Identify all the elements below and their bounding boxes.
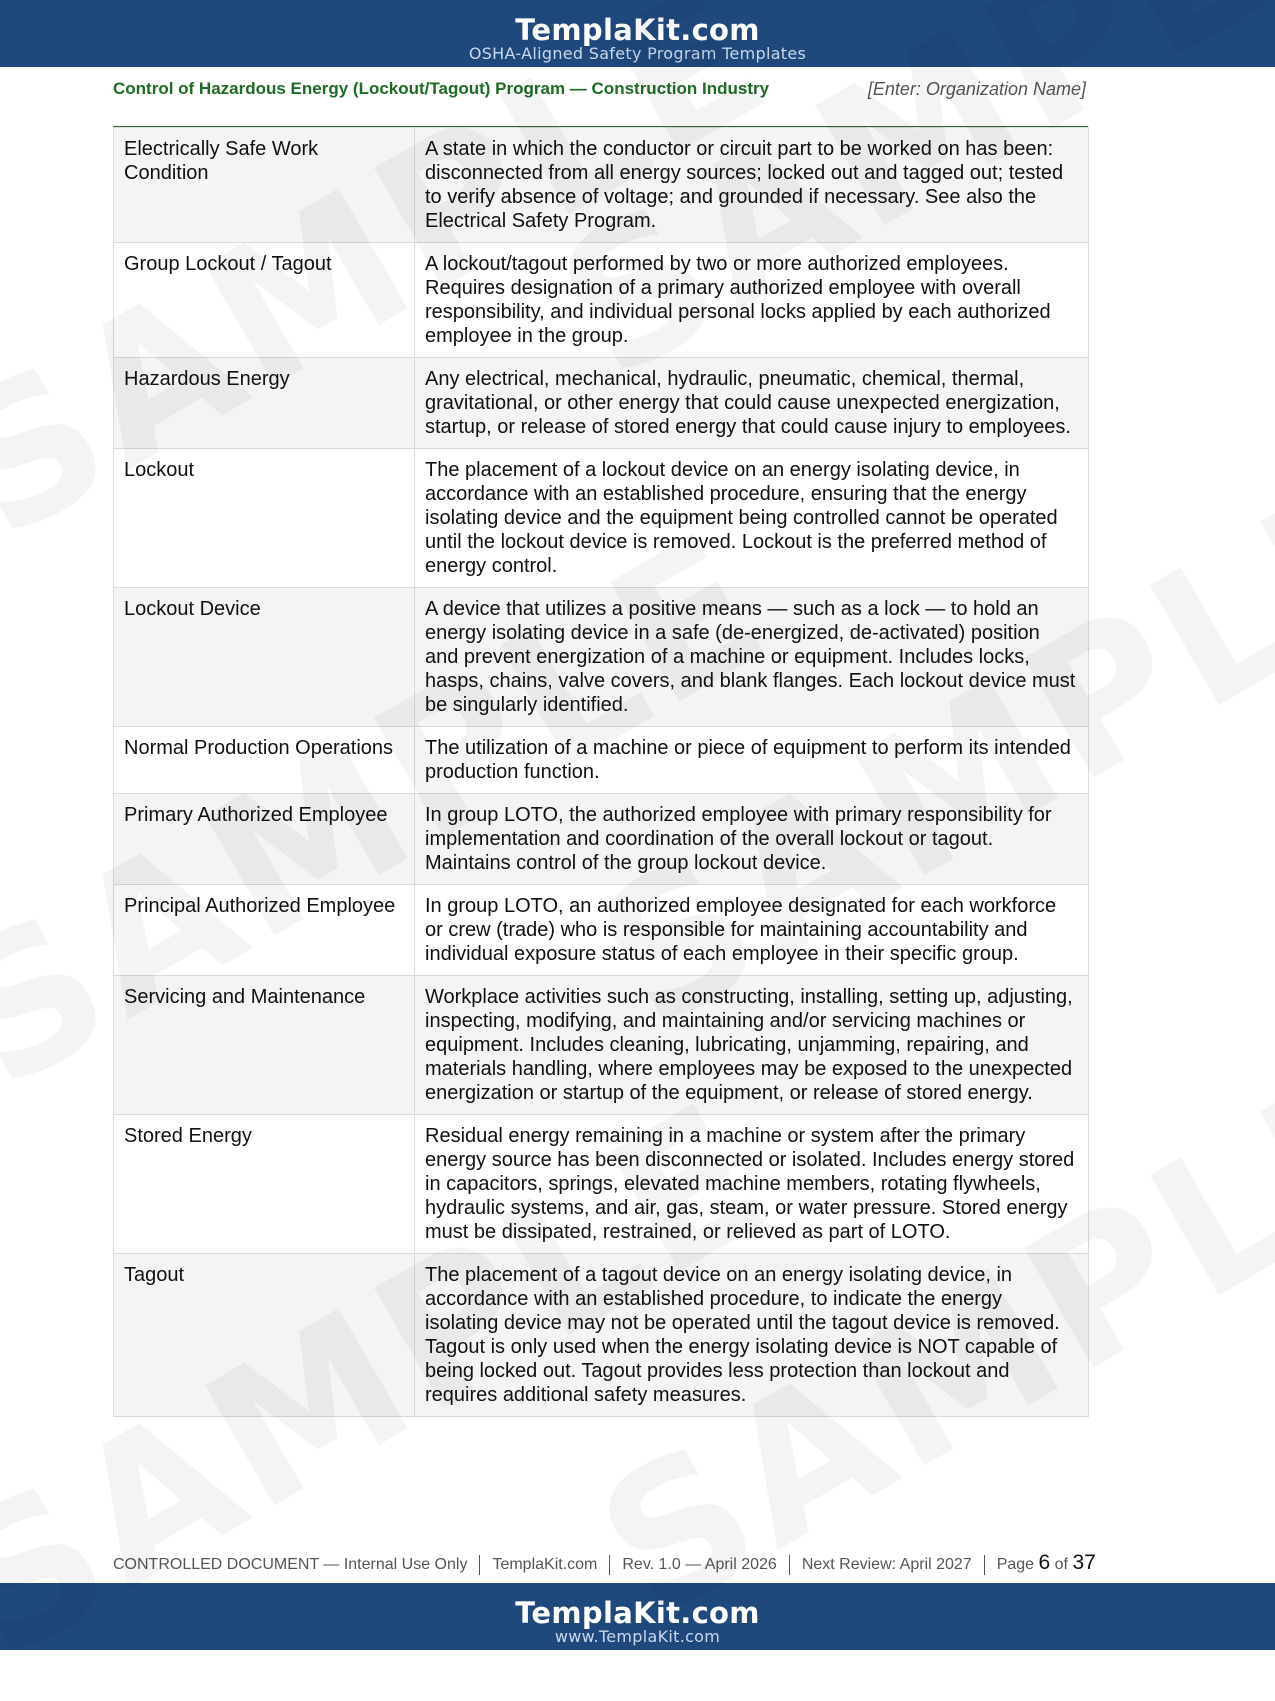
definition-text: The placement of a tagout device on an energy isolating device, in accordance with an established procedure, to indicate the energy isolating device may not be operated until the tagout device is removed. Tagout is only used when the energy isolating device is NOT capable of being locked out. Tagout provides less protection than lockout and requires additional safety measures. [415,1254,1089,1417]
definition-row [114,243,1089,358]
footer-divider [984,1555,985,1575]
definition-term: Tagout [114,1254,415,1417]
bottom-banner [0,1583,1275,1650]
definition-term: Electrically Safe Work Condition [114,128,415,243]
definition-text: The placement of a lockout device on an energy isolating device, in accordance with an established procedure, ensuring that the energy isolating device and the equipment being controlled cannot be operated until the lockout device is removed. Lockout is the preferred method of energy control. [415,449,1089,588]
definition-text: A state in which the conductor or circuit part to be worked on has been: disconnected from all energy sources; locked out and tagged out; tested to verify absence of voltage; and grounded if necessary. See also the Electrical Safety Program. [415,128,1089,243]
definition-term: Principal Authorized Employee [114,885,415,976]
definition-term: Primary Authorized Employee [114,794,415,885]
definitions-table [113,127,1089,1417]
definition-row [114,358,1089,449]
definition-term: Stored Energy [114,1115,415,1254]
brand-tagline: OSHA-Aligned Safety Program Templates [468,44,807,63]
definition-text: In group LOTO, an authorized employee designated for each workforce or crew (trade) who is responsible for maintaining accountability and individual exposure status of each employee in their specific group. [415,885,1089,976]
definition-row [114,128,1089,243]
definition-text: Any electrical, mechanical, hydraulic, pneumatic, chemical, thermal, gravitational, or other energy that could cause unexpected energization, startup, or release of stored energy that could cause injury to employees. [415,358,1089,449]
footer-divider [789,1555,790,1575]
footer-divider [479,1555,480,1575]
definition-row [114,1254,1089,1417]
definition-row [114,976,1089,1115]
brand-name: TemplaKit.com [515,1596,760,1630]
definition-term: Servicing and Maintenance [114,976,415,1115]
controlled-document-notice: CONTROLLED DOCUMENT — Internal Use Only [113,1556,468,1573]
top-banner [0,0,1275,67]
page-label: Page [996,1556,1035,1573]
definition-text: The utilization of a machine or piece of equipment to perform its intended production function. [415,727,1089,794]
definition-term: Group Lockout / Tagout [114,243,415,358]
definition-term: Normal Production Operations [114,727,415,794]
document-header [113,78,1088,127]
definition-row [114,885,1089,976]
definition-term: Hazardous Energy [114,358,415,449]
page-current: 6 [1038,1551,1051,1574]
page-of: of [1054,1556,1068,1573]
definition-text: Residual energy remaining in a machine or system after the primary energy source has been disconnected or isolated. Includes energy stored in capacitors, springs, elevated machine members, rotating flywheels, hydraulic systems, and air, gas, steam, or water pressure. Stored energy must be dissipated, restrained, or relieved as part of LOTO. [415,1115,1089,1254]
definition-text: A lockout/tagout performed by two or more authorized employees. Requires designation of a primary authorized employee with overall responsibility, and individual personal locks applied by each authorized employee in the group. [415,243,1089,358]
page-total: 37 [1072,1551,1096,1574]
footer-divider [609,1555,610,1575]
brand-url: www.TemplaKit.com [554,1627,721,1646]
revision-info: Rev. 1.0 — April 2026 [622,1556,777,1573]
definition-term: Lockout [114,449,415,588]
definition-row [114,588,1089,727]
document-title: Control of Hazardous Energy (Lockout/Tagout) Program — Construction Industry [113,79,770,98]
page-footer [113,1550,1163,1578]
definition-row [114,1115,1089,1254]
definition-term: Lockout Device [114,588,415,727]
organization-name-placeholder: [Enter: Organization Name] [867,79,1086,99]
definition-text: Workplace activities such as constructing, installing, setting up, adjusting, inspecting, modifying, and maintaining and/or servicing machines or equipment. Includes cleaning, lubricating, unjamming, repairing, and materials handling, where employees may be exposed to the unexpected energization or startup of the equipment, or release of stored energy. [415,976,1089,1115]
footer-site: TemplaKit.com [492,1556,598,1573]
definition-row [114,727,1089,794]
definition-row [114,449,1089,588]
definition-text: In group LOTO, the authorized employee with primary responsibility for implementation and coordination of the overall lockout or tagout. Maintains control of the group lockout device. [415,794,1089,885]
brand-name: TemplaKit.com [515,13,760,47]
definition-row [114,794,1089,885]
definition-text: A device that utilizes a positive means — such as a lock — to hold an energy isolating device in a safe (de-energized, de-activated) position and prevent energization of a machine or equipment. Includes locks, hasps, chains, valve covers, and blank flanges. Each lockout device must be singularly identified. [415,588,1089,727]
next-review-date: Next Review: April 2027 [801,1556,972,1573]
